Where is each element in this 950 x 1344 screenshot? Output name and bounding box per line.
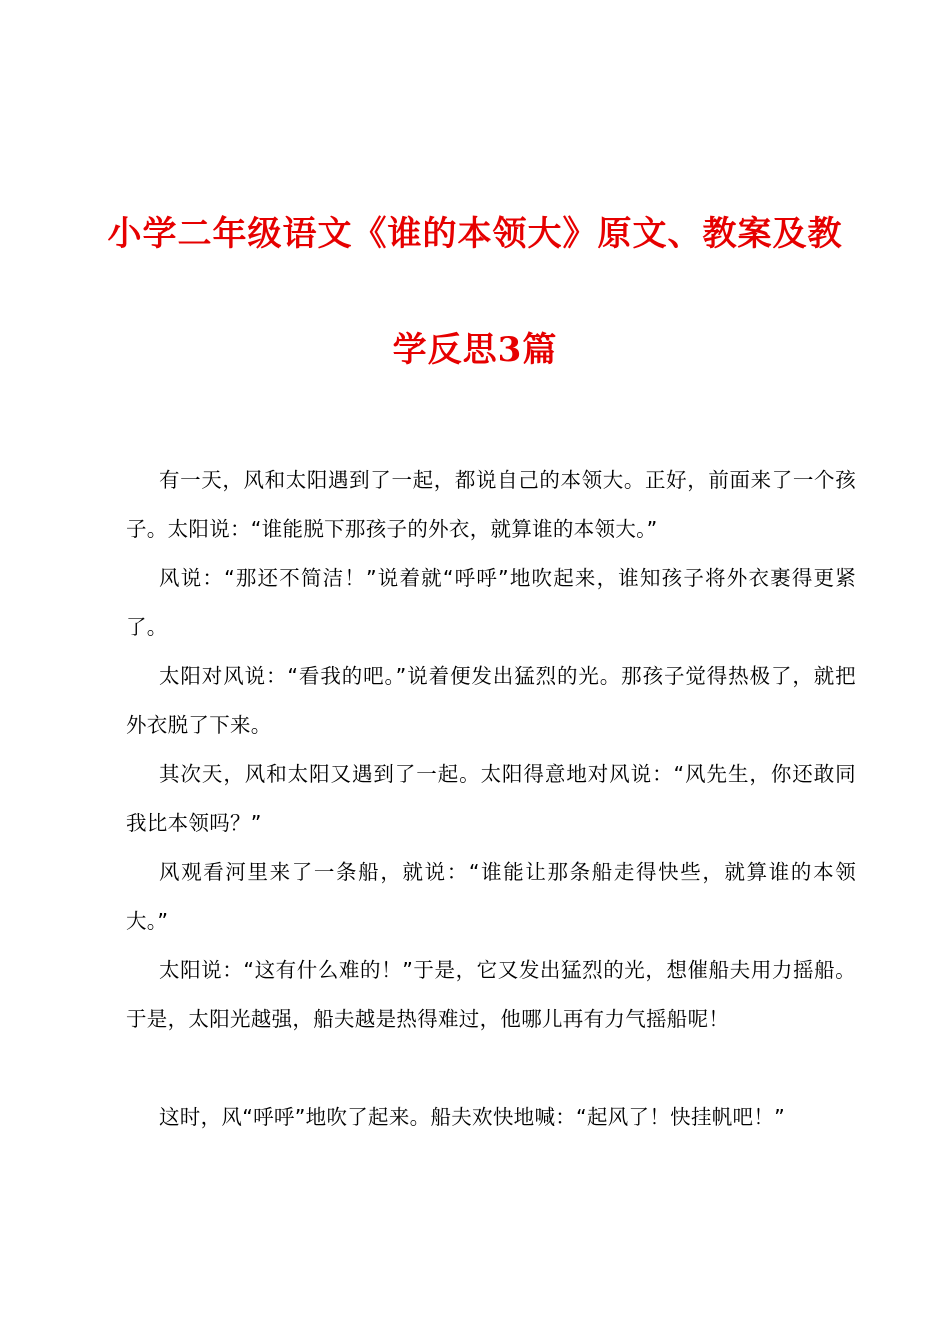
paragraph-3: 太阳对风说：“看我的吧。”说着便发出猛烈的光。那孩子觉得热极了，就把外衣脱了下来。: [126, 664, 856, 737]
paragraph-2: 风说：“那还不简洁！”说着就“呼呼”地吹起来，谁知孩子将外衣裹得更紧了。: [126, 566, 856, 639]
paragraph-7: 这时，风“呼呼”地吹了起来。船夫欢快地喊：“起风了！快挂帆吧！”: [159, 1105, 786, 1129]
document-title-line-2: 学反思3篇: [392, 330, 558, 370]
paragraph-5: 风观看河里来了一条船，就说：“谁能让那条船走得快些，就算谁的本领大。”: [126, 860, 856, 933]
paragraph-4: 其次天，风和太阳又遇到了一起。太阳得意地对风说：“风先生，你还敢同我比本领吗？”: [126, 762, 856, 835]
document-body: [126, 456, 856, 1142]
paragraph-6: 太阳说：“这有什么难的！”于是，它又发出猛烈的光，想催船夫用力摇船。于是，太阳光越强，船夫越是热得难过，他哪儿再有力气摇船呢！: [126, 958, 856, 1031]
paragraph-1: 有一天，风和太阳遇到了一起，都说自己的本领大。正好，前面来了一个孩子。太阳说：“谁能脱下那孩子的外衣，就算谁的本领大。”: [126, 468, 856, 541]
document-title-line-1: 小学二年级语文《谁的本领大》原文、教案及教: [107, 214, 843, 254]
